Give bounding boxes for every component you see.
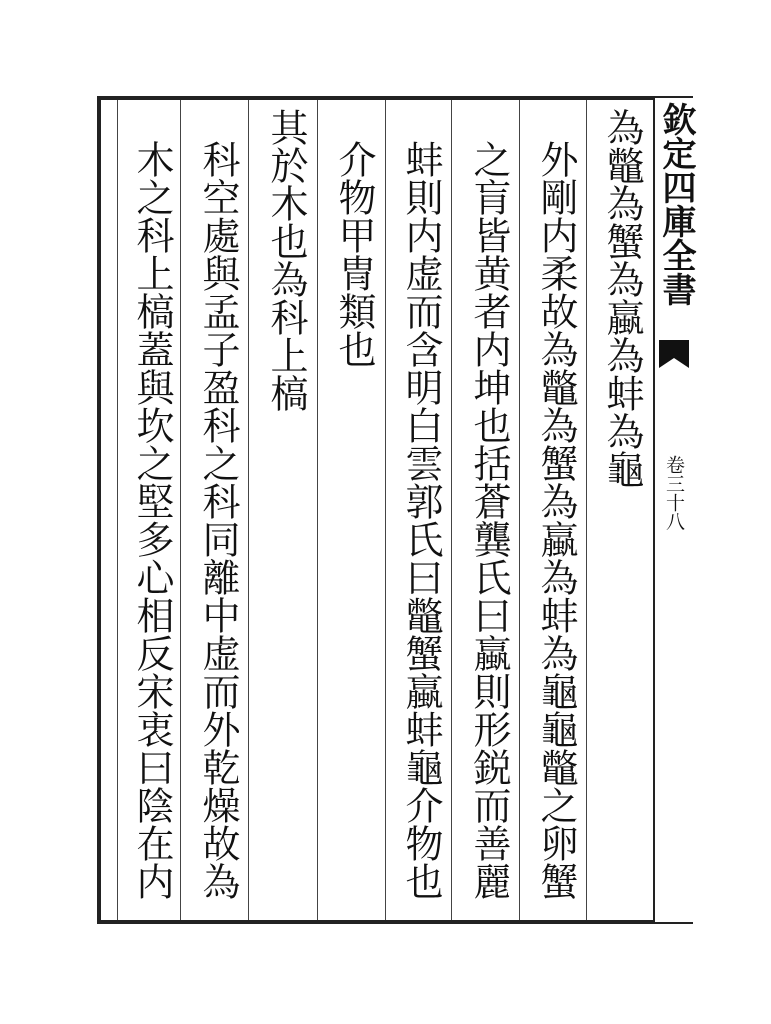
column-rule [385, 100, 386, 920]
column-rule [117, 100, 118, 920]
column-rule [586, 100, 587, 920]
column-rule [180, 100, 181, 920]
fish-tail-mark-icon [658, 338, 690, 372]
text-column-4: 蚌則内虚而含明白雲郭氏曰鼈蟹蠃蚌龜介物也 [399, 140, 443, 900]
text-column-6: 其於木也為科上槁 [264, 108, 308, 412]
book-title: 欽定四庫全書 [656, 102, 696, 306]
text-column-1: 為鼈為蟹為蠃為蚌為龜 [600, 108, 644, 488]
text-column-3: 之肓皆黄者内坤也括蒼龔氏曰蠃則形鋭而善麗 [467, 140, 511, 900]
text-column-2: 外剛内柔故為鼈為蟹為蠃為蚌為龜龜鼈之卵蟹 [534, 140, 578, 900]
column-rule [248, 100, 249, 920]
text-column-5: 介物甲冑類也 [332, 140, 376, 368]
text-column-7: 科空處與孟子盈科之科同離中虚而外乾燥故為 [196, 140, 240, 900]
column-rule [451, 100, 452, 920]
column-rule [317, 100, 318, 920]
column-rule [519, 100, 520, 920]
text-column-8: 木之科上槁蓋與坎之堅多心相反宋衷曰陰在内 [130, 140, 174, 900]
volume-label: 卷三十八 [663, 455, 685, 531]
